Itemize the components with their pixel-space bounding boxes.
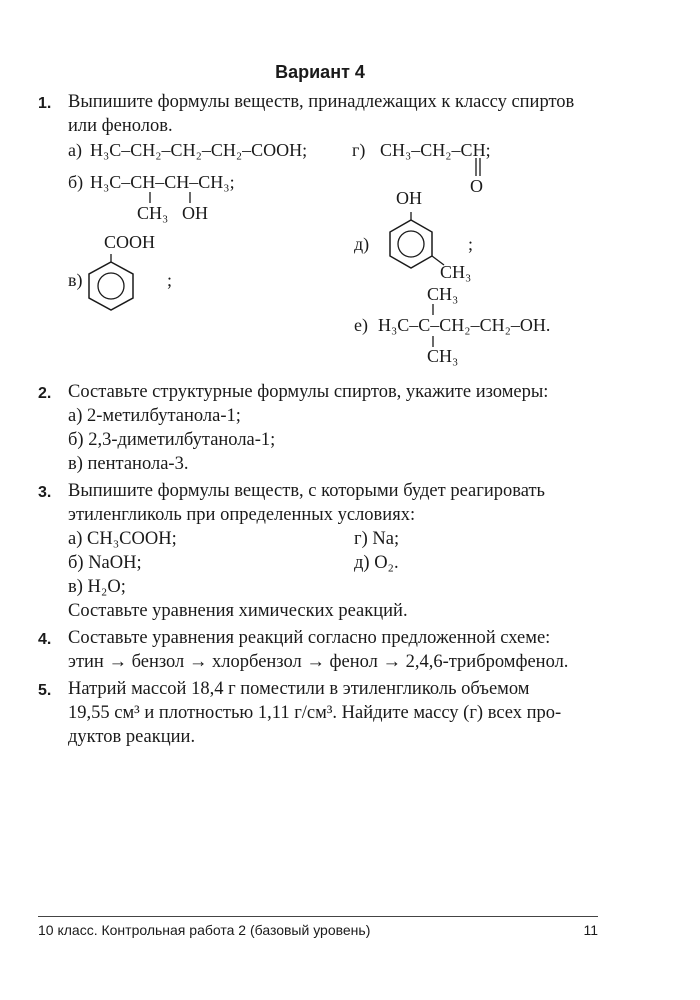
formula-b: H₃C–CH–CH–CH₃; xyxy=(90,172,235,192)
formula-v-group: COOH xyxy=(104,232,156,252)
task-2-item-v: в) пентанола-3. xyxy=(68,454,189,474)
formula-b-sub-1: CH₃ xyxy=(137,203,169,223)
task-4-scheme: этин → бензол → хлорбензол → фенол → 2,4,6-трибромфенол. xyxy=(68,652,569,672)
task-3-option-v: в) H₂O; xyxy=(68,577,126,597)
formula-d-group-1: OH xyxy=(396,188,422,208)
task-number-5: 5. xyxy=(38,682,52,699)
task-number-4: 4. xyxy=(38,631,52,648)
task-3-line-1: Выпишите формулы веществ, с которыми будет реагировать xyxy=(68,481,545,501)
formula-e-top: CH₃ xyxy=(427,284,459,304)
formula-v-label: в) xyxy=(68,270,83,290)
task-3-line-2: этиленгликоль при определенных условиях: xyxy=(68,505,416,525)
formula-b-label: б) xyxy=(68,172,84,192)
task-3-option-d: д) O₂. xyxy=(354,553,399,573)
task-5-line-1: Натрий массой 18,4 г поместили в этиленгликоль объемом xyxy=(68,679,530,699)
formula-e-bottom: CH₃ xyxy=(427,346,459,366)
formula-g-oxygen: O xyxy=(470,176,483,196)
structures-figure xyxy=(0,130,700,380)
formula-a: H₃C–CH₂–CH₂–CH₂–COOH; xyxy=(90,140,308,160)
task-4-line-1: Составьте уравнения реакций согласно предложенной схеме: xyxy=(68,628,551,648)
footer-divider xyxy=(38,916,598,917)
formula-d-label: д) xyxy=(354,234,370,254)
formula-e-label: е) xyxy=(354,315,368,335)
formula-e: H₃C–C–CH₂–CH₂–OH. xyxy=(378,315,551,335)
task-3-option-a: а) CH₃COOH; xyxy=(68,529,177,549)
task-number-2: 2. xyxy=(38,385,52,402)
task-3-option-b: б) NaOH; xyxy=(68,553,142,573)
task-1-line-2: или фенолов. xyxy=(68,116,173,136)
formula-g: CH₃–CH₂–CH; xyxy=(380,140,491,160)
formula-g-label: г) xyxy=(352,140,366,160)
task-2-item-b: б) 2,3-диметилбутанола-1; xyxy=(68,430,276,450)
task-3-instruction: Составьте уравнения химических реакций. xyxy=(68,601,408,621)
task-number-3: 3. xyxy=(38,484,52,501)
task-number-1: 1. xyxy=(38,95,52,112)
formula-d-group-2: CH₃ xyxy=(440,262,472,282)
formula-d-semicolon: ; xyxy=(468,234,474,254)
formula-v-semicolon: ; xyxy=(167,270,173,290)
page-title: Вариант 4 xyxy=(275,62,365,82)
task-2-item-a: а) 2-метилбутанола-1; xyxy=(68,406,241,426)
task-5-line-2: 19,55 см³ и плотностью 1,11 г/см³. Найдите массу (г) всех про- xyxy=(68,703,562,723)
task-3-option-g: г) Na; xyxy=(354,529,400,549)
task-5-line-3: дуктов реакции. xyxy=(68,727,196,747)
formula-a-label: а) xyxy=(68,140,82,160)
page-number: 11 xyxy=(583,922,598,938)
task-1-line-1: Выпишите формулы веществ, принадлежащих к классу спиртов xyxy=(68,92,575,112)
formula-b-sub-2: OH xyxy=(182,203,208,223)
footer-text: 10 класс. Контрольная работа 2 (базовый уровень) xyxy=(38,922,371,938)
task-2-line-1: Составьте структурные формулы спиртов, укажите изомеры: xyxy=(68,382,549,402)
